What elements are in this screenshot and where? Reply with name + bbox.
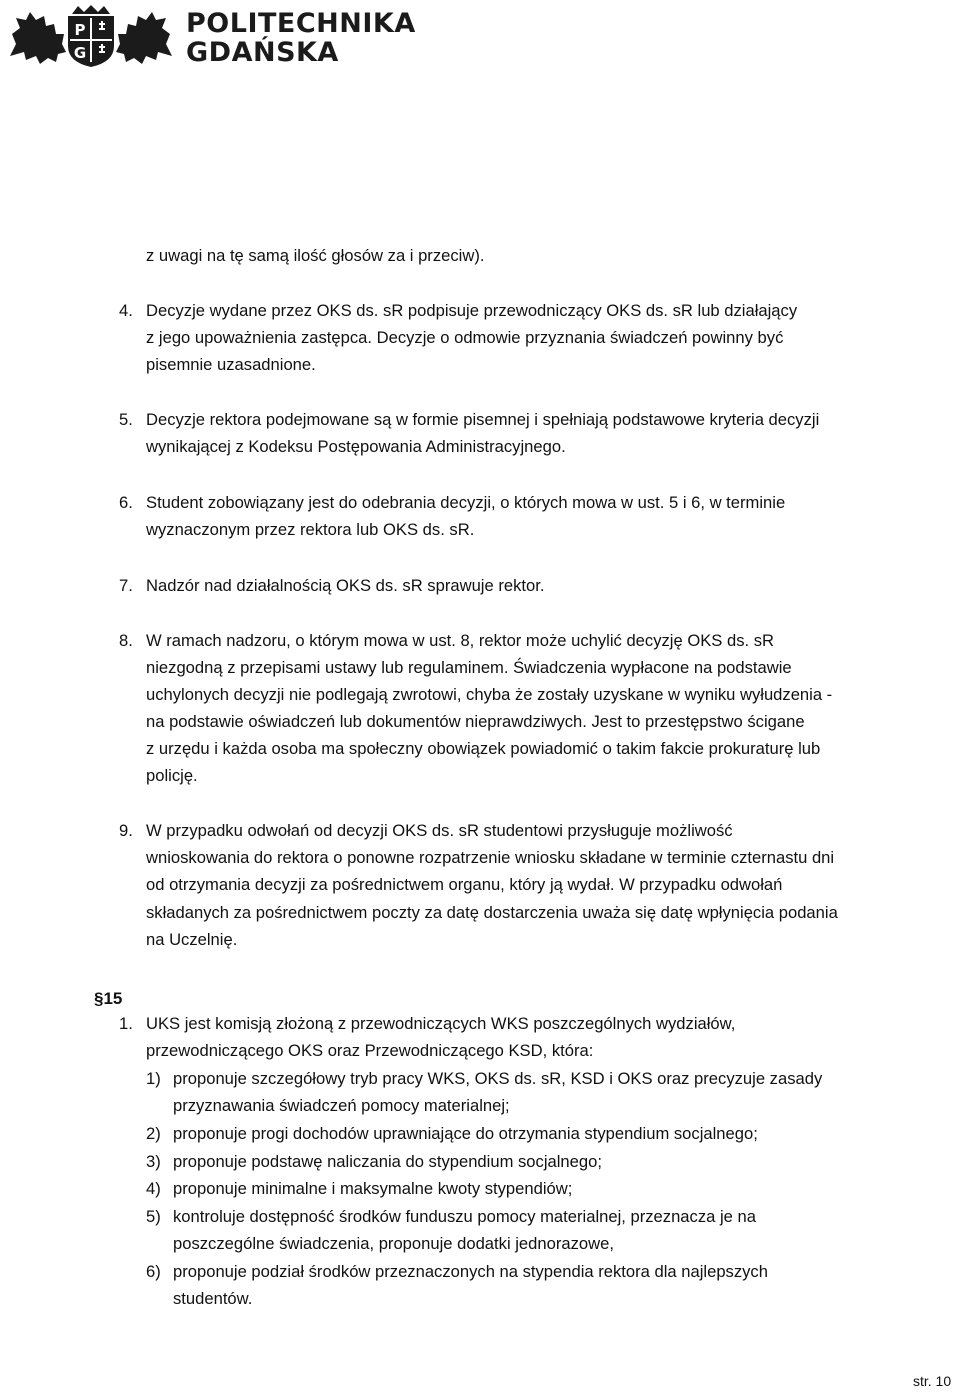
subitem-line: proponuje podstawę naliczania do stypendium socjalnego; [173,1152,602,1171]
list-item-line: wynikającej z Kodeksu Postępowania Administracyjnego. [146,437,566,456]
list-item-number: 7. [119,576,133,595]
subitem-line: poszczególne świadczenia, proponuje dodatki jednorazowe, [173,1234,614,1253]
intro-line: z uwagi na tę samą ilość głosów za i przeciw). [146,246,485,265]
subitem-line: kontroluje dostępność środków funduszu pomocy materialnej, przeznacza je na [173,1207,756,1226]
subitem-line: proponuje podział środków przeznaczonych na stypendia rektora dla najlepszych [173,1262,768,1281]
list-item-line: na Uczelnię. [146,930,238,949]
list-item-line: Nadzór nad działalnością OKS ds. sR sprawuje rektor. [146,576,545,595]
list-item-line: Decyzje wydane przez OKS ds. sR podpisuje przewodniczący OKS ds. sR lub działający [146,301,798,320]
subitem-number: 3) [146,1152,161,1171]
list-item-number: 8. [119,631,133,650]
university-logo [6,4,426,68]
list-item-line: policję. [146,766,198,785]
list-item-line: W ramach nadzoru, o którym mowa w ust. 8, rektor może uchylić decyzję OKS ds. sR [146,631,775,650]
list-item-line: na podstawie oświadczeń lub dokumentów nieprawdziwych. Jest to przestępstwo ścigane [146,712,805,731]
subitem-number: 1) [146,1069,161,1088]
list-item-line: Student zobowiązany jest do odebrania decyzji, o których mowa w ust. 5 i 6, w terminie [146,493,786,512]
section-symbol: § [94,989,104,1008]
list-item-line: z jego upoważnienia zastępca. Decyzje o odmowie przyznania świadczeń powinny być [146,328,784,347]
list-item-line: wnioskowania do rektora o ponowne rozpatrzenie wniosku składane w terminie czternastu dni [146,848,835,867]
section-heading [94,986,122,1012]
list-item-line: Decyzje rektora podejmowane są w formie pisemnej i spełniają podstawowe kryteria decyzji [146,410,820,429]
list-item-line: niezgodną z przepisami ustawy lub regulaminem. Świadczenia wypłacone na podstawie [146,658,792,677]
list-item-line: pisemnie uzasadnione. [146,355,316,374]
subitem-number: 6) [146,1262,161,1281]
section-number: 15 [103,989,123,1008]
list-item-line: wyznaczonym przez rektora lub OKS ds. sR. [146,520,475,539]
list-item-line: UKS jest komisją złożoną z przewodniczących WKS poszczególnych wydziałów, [146,1014,736,1033]
list-item-line: z urzędu i każda osoba ma społeczny obowiązek powiadomić o takim fakcie prokuraturę lub [146,739,821,758]
list-item-line: uchylonych decyzji nie podlegają zwrotowi, chyba że zostały uzyskane w wyniku wyłudzenia - [146,685,833,704]
logo-wordmark [186,9,416,67]
subitem-line: proponuje progi dochodów uprawniające do otrzymania stypendium socjalnego; [173,1124,758,1143]
list-item-number: 9. [119,821,133,840]
list-item-number: 5. [119,410,133,429]
list-item-line: od otrzymania decyzji za pośrednictwem organu, który ją wydał. W przypadku odwołań [146,875,783,894]
list-item-number: 4. [119,301,133,320]
logo-text-line1: POLITECHNIKA [186,8,416,39]
university-crest-icon [6,4,176,68]
shield-letter-p: P [74,21,86,39]
subitem-number: 4) [146,1179,161,1198]
subitem-line: proponuje szczegółowy tryb pracy WKS, OKS ds. sR, KSD i OKS oraz precyzuje zasady [173,1069,823,1088]
list-item-line: przewodniczącego OKS oraz Przewodniczącego KSD, która: [146,1041,594,1060]
subitem-number: 5) [146,1207,161,1226]
list-item-number: 6. [119,493,133,512]
subitem-number: 2) [146,1124,161,1143]
page-number: str. 10 [913,1373,952,1389]
logo-text-line2: GDAŃSKA [186,37,339,68]
subitem-line: studentów. [173,1289,253,1308]
subitem-line: przyznawania świadczeń pomocy materialnej; [173,1096,510,1115]
list-item-number: 1. [119,1014,133,1033]
list-item-line: składanych za pośrednictwem poczty za datę dostarczenia uważa się datę wpłynięcia podania [146,903,838,922]
shield-letter-g: G [73,44,87,62]
subitem-line: proponuje minimalne i maksymalne kwoty stypendiów; [173,1179,573,1198]
list-item-line: W przypadku odwołań od decyzji OKS ds. sR studentowi przysługuje możliwość [146,821,733,840]
